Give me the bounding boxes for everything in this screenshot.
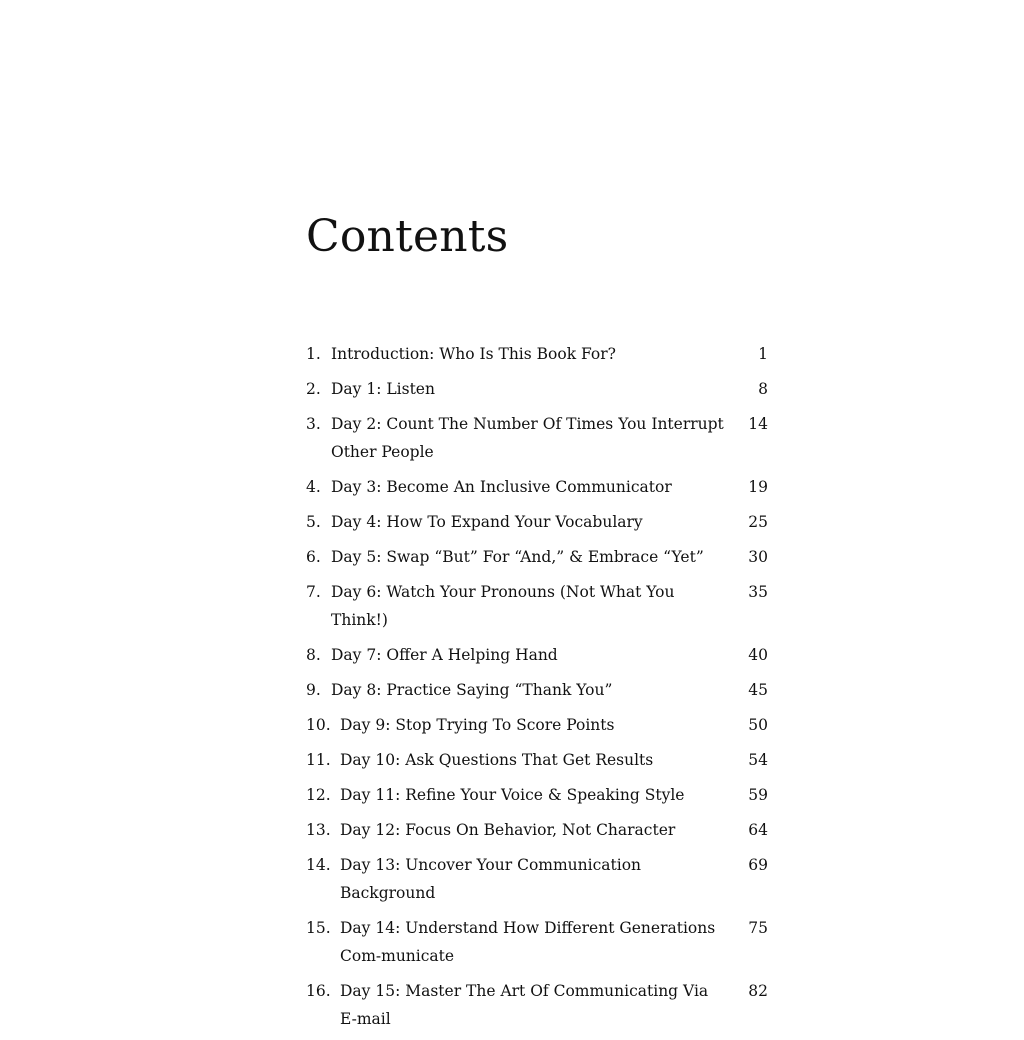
toc-entry [306, 375, 768, 403]
toc-entry-page-number: 59 [748, 786, 768, 804]
toc-entry-title: Day 9: Stop Trying To Score Points [340, 716, 615, 734]
toc-entry-number: 1. [306, 345, 321, 363]
toc-entry [306, 641, 768, 669]
table-of-contents [306, 340, 768, 1040]
toc-entry-page-number: 82 [748, 982, 768, 1000]
toc-entry [306, 977, 768, 1033]
toc-entry [306, 851, 768, 907]
toc-entry-number: 4. [306, 478, 321, 496]
toc-entry-page-number: 69 [748, 856, 768, 874]
toc-entry-title: Day 6: Watch Your Pronouns (Not What You Think!) [331, 583, 675, 629]
toc-entry-page-number: 8 [758, 380, 768, 398]
toc-entry-page-number: 19 [748, 478, 768, 496]
toc-entry-title: Day 14: Understand How Different Generations Com-municate [340, 919, 716, 965]
toc-entry-number: 14. [306, 856, 331, 874]
toc-entry-page-number: 1 [758, 345, 768, 363]
toc-entry-number: 11. [306, 751, 331, 769]
toc-entry [306, 711, 768, 739]
toc-entry [306, 340, 768, 368]
toc-entry-number: 9. [306, 681, 321, 699]
toc-entry-title: Day 15: Master The Art Of Communicating Via E-mail [340, 982, 709, 1028]
toc-entry-page-number: 40 [748, 646, 768, 664]
toc-entry-title: Day 10: Ask Questions That Get Results [340, 751, 654, 769]
toc-entry-number: 3. [306, 415, 321, 433]
toc-entry-number: 8. [306, 646, 321, 664]
toc-entry-title: Day 13: Uncover Your Communication Background [340, 856, 642, 902]
toc-entry-title: Day 12: Focus On Behavior, Not Character [340, 821, 676, 839]
toc-entry-page-number: 14 [748, 415, 768, 433]
toc-entry [306, 473, 768, 501]
toc-entry-number: 2. [306, 380, 321, 398]
toc-entry-number: 13. [306, 821, 331, 839]
toc-entry-page-number: 54 [748, 751, 768, 769]
toc-entry-number: 12. [306, 786, 331, 804]
toc-entry-title: Day 1: Listen [331, 380, 435, 398]
toc-entry-page-number: 35 [748, 583, 768, 601]
toc-entry-title: Day 3: Become An Inclusive Communicator [331, 478, 672, 496]
toc-entry-title: Introduction: Who Is This Book For? [331, 345, 616, 363]
toc-entry [306, 410, 768, 466]
toc-entry-number: 6. [306, 548, 321, 566]
toc-entry-title: Day 2: Count The Number Of Times You Interrupt Other People [331, 415, 724, 461]
toc-entry-number: 5. [306, 513, 321, 531]
toc-entry-number: 16. [306, 982, 331, 1000]
toc-entry-title: Day 4: How To Expand Your Vocabulary [331, 513, 643, 531]
toc-entry [306, 816, 768, 844]
toc-entry-page-number: 64 [748, 821, 768, 839]
toc-entry [306, 781, 768, 809]
toc-entry-title: Day 5: Swap “But” For “And,” & Embrace “Yet” [331, 548, 704, 566]
toc-entry-page-number: 25 [748, 513, 768, 531]
toc-entry [306, 508, 768, 536]
toc-entry [306, 746, 768, 774]
toc-entry-number: 15. [306, 919, 331, 937]
toc-entry-title: Day 8: Practice Saying “Thank You” [331, 681, 613, 699]
toc-entry [306, 578, 768, 634]
toc-entry-page-number: 50 [748, 716, 768, 734]
toc-entry-page-number: 75 [748, 919, 768, 937]
toc-entry [306, 676, 768, 704]
page-title: Contents [306, 211, 509, 263]
toc-entry-number: 10. [306, 716, 331, 734]
toc-entry-title: Day 11: Refine Your Voice & Speaking Style [340, 786, 685, 804]
toc-entry-number: 7. [306, 583, 321, 601]
toc-entry-page-number: 30 [748, 548, 768, 566]
toc-entry [306, 543, 768, 571]
toc-entry [306, 914, 768, 970]
toc-entry-title: Day 7: Offer A Helping Hand [331, 646, 558, 664]
toc-entry-page-number: 45 [748, 681, 768, 699]
